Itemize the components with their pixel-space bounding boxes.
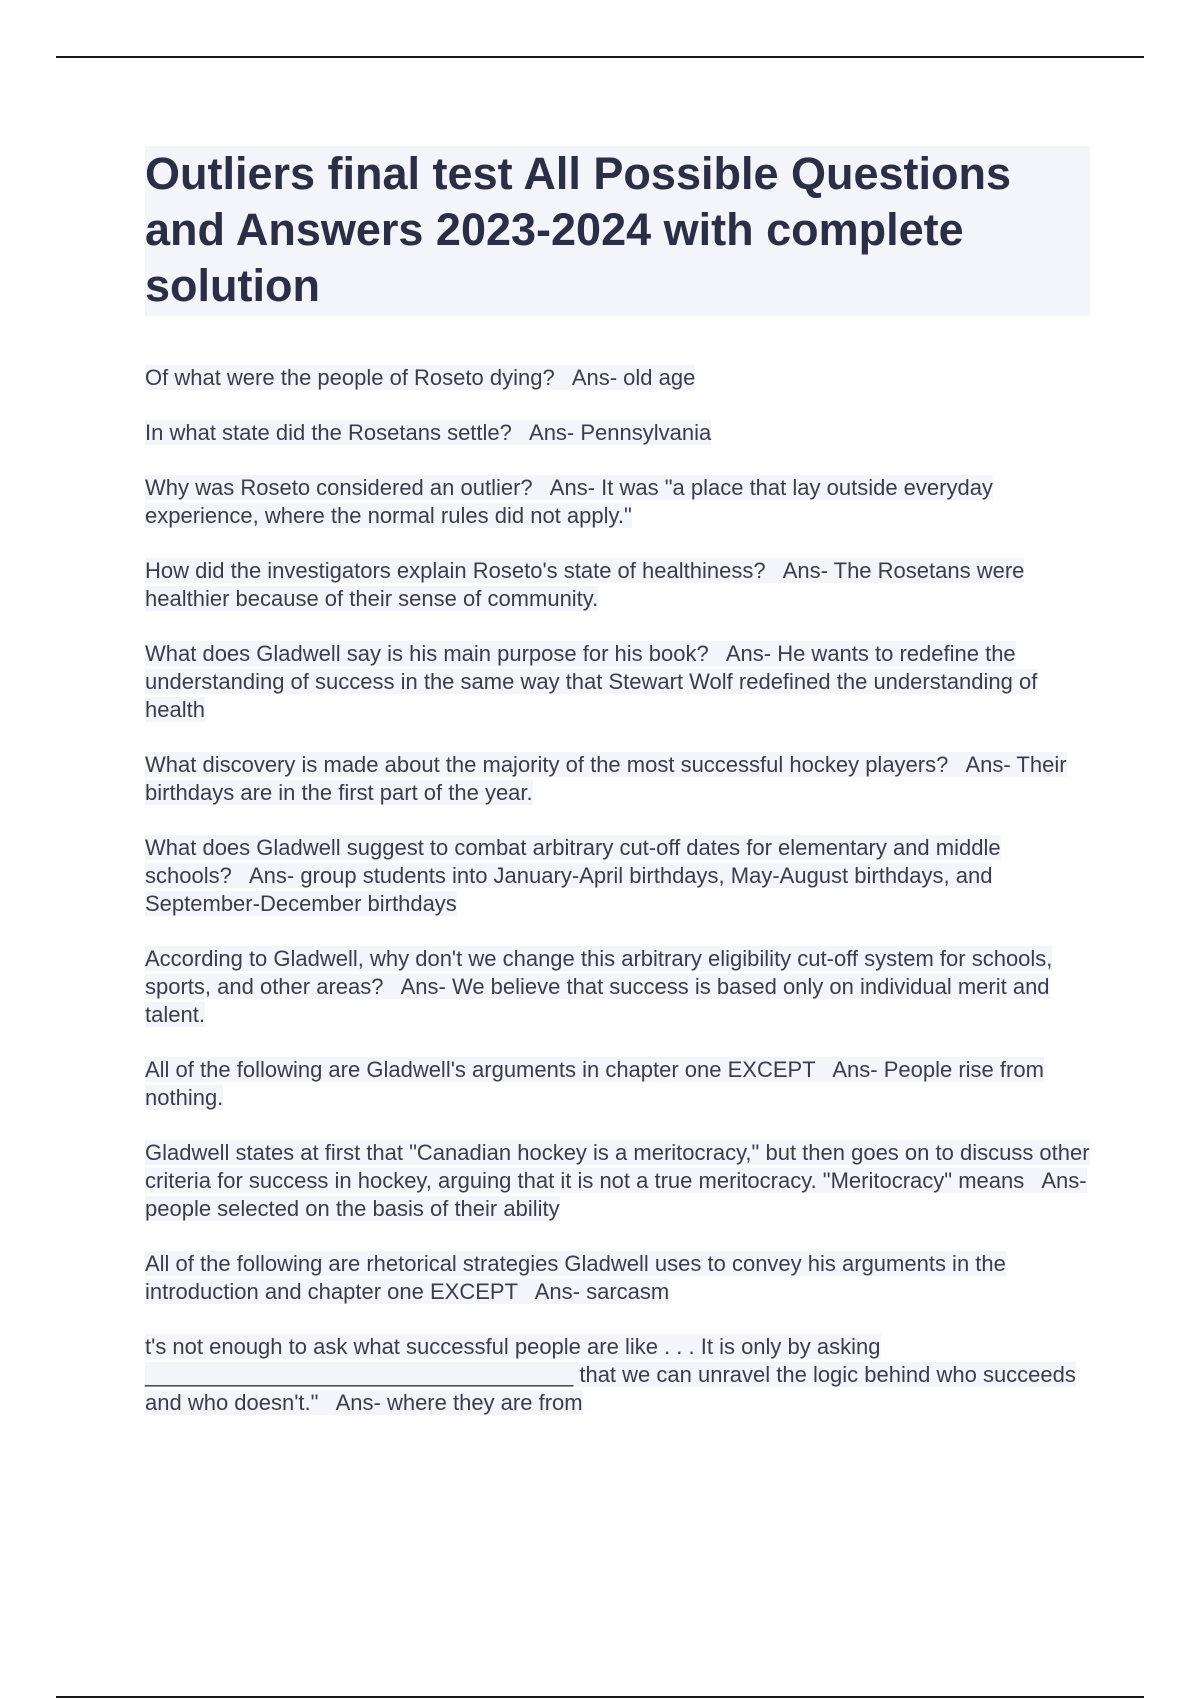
qa-item <box>145 945 1090 1029</box>
qa-item <box>145 1056 1090 1112</box>
answer-text: Ans- It was "a place that lay outside everyday experience, where the normal rules did not apply." <box>145 475 993 528</box>
question-text: Why was Roseto considered an outlier? <box>145 475 533 500</box>
answer-text: Ans- The Rosetans were healthier because of their sense of community. <box>145 558 1025 611</box>
question-text: What does Gladwell say is his main purpose for his book? <box>145 641 709 666</box>
qa-item <box>145 557 1090 613</box>
footer-rule <box>56 1696 1144 1698</box>
answer-text: Ans- People rise from nothing. <box>145 1057 1044 1110</box>
answer-text: Ans- Their birthdays are in the first part of the year. <box>145 752 1067 805</box>
answer-text: Ans- Pennsylvania <box>529 420 712 445</box>
question-text: In what state did the Rosetans settle? <box>145 420 512 445</box>
question-text: All of the following are rhetorical strategies Gladwell uses to convey his arguments in the introduction and chapter one EXCEPT <box>145 1251 1006 1304</box>
qa-item <box>145 1250 1090 1306</box>
qa-item <box>145 364 1090 392</box>
answer-text: Ans- where they are from <box>335 1390 583 1415</box>
qa-item <box>145 1139 1090 1223</box>
qa-item <box>145 834 1090 918</box>
question-text: What does Gladwell suggest to combat arbitrary cut-off dates for elementary and middle schools? <box>145 835 1001 888</box>
question-text: Of what were the people of Roseto dying? <box>145 365 555 390</box>
qa-item <box>145 419 1090 447</box>
question-text: Gladwell states at first that "Canadian hockey is a meritocracy," but then goes on to discuss other criteria for success in hockey, arguing that it is not a true meritocracy. "Meritocracy" means <box>145 1140 1090 1193</box>
document-body <box>145 146 1090 1444</box>
question-text: t's not enough to ask what successful people are like . . . It is only by asking ___________________________________ that we can unravel the logic behind who succeeds and who doesn't." <box>145 1334 1076 1415</box>
answer-text: Ans- old age <box>571 365 696 390</box>
qa-list <box>145 364 1090 1417</box>
qa-item <box>145 474 1090 530</box>
question-text: All of the following are Gladwell's arguments in chapter one EXCEPT <box>145 1057 816 1082</box>
question-text: What discovery is made about the majority of the most successful hockey players? <box>145 752 949 777</box>
document-title: Outliers final test All Possible Questions and Answers 2023-2024 with complete solution <box>145 148 1012 311</box>
answer-text: Ans- He wants to redefine the understanding of success in the same way that Stewart Wolf redefined the understanding of health <box>145 641 1038 722</box>
header-rule <box>56 56 1144 58</box>
title-block <box>145 146 1090 316</box>
qa-item <box>145 640 1090 724</box>
qa-item <box>145 1333 1090 1417</box>
question-text: How did the investigators explain Roseto's state of healthiness? <box>145 558 766 583</box>
answer-text: Ans- group students into January-April birthdays, May-August birthdays, and September-December birthdays <box>145 863 993 916</box>
answer-text: Ans- people selected on the basis of their ability <box>145 1168 1087 1221</box>
qa-item <box>145 751 1090 807</box>
question-text: According to Gladwell, why don't we change this arbitrary eligibility cut-off system for schools, sports, and other areas? <box>145 946 1053 999</box>
answer-text: Ans- sarcasm <box>534 1279 670 1304</box>
answer-text: Ans- We believe that success is based only on individual merit and talent. <box>145 974 1050 1027</box>
